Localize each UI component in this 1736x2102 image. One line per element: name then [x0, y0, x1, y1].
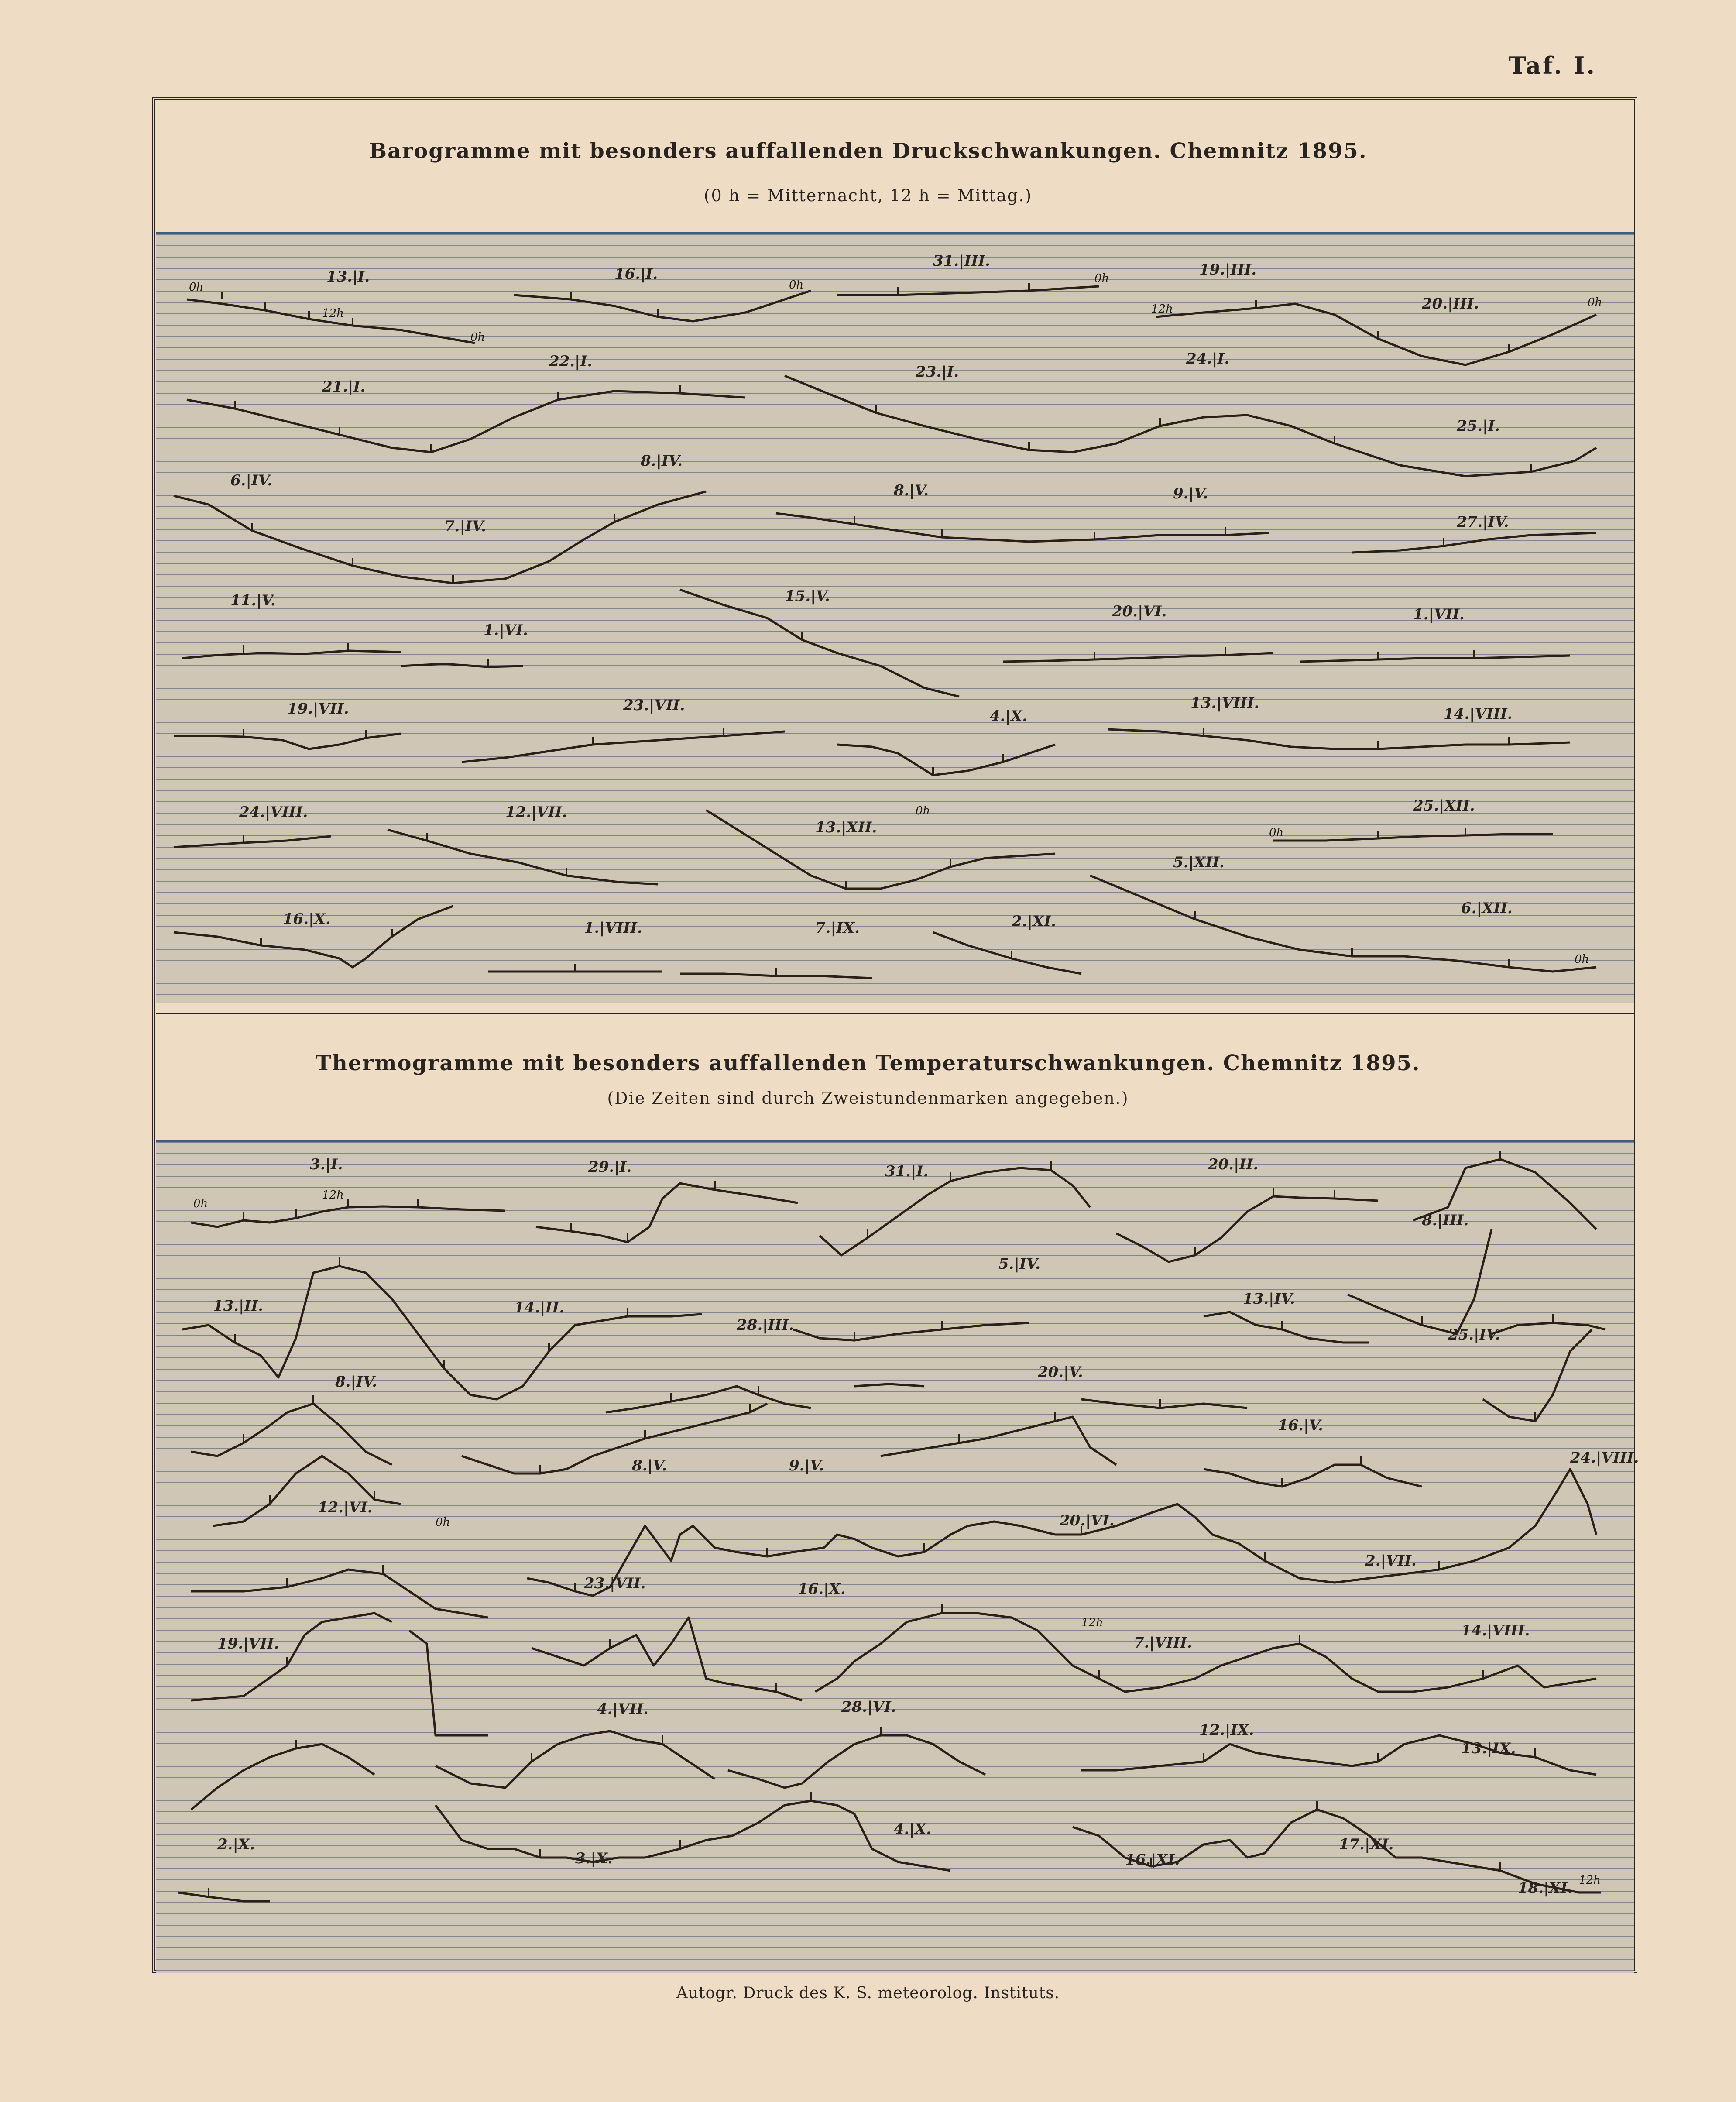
barogram-date-label: 25.|XII. [1413, 797, 1475, 814]
barogram-date-label: 27.|IV. [1457, 513, 1509, 531]
thermogram-date-label: 13.|IX. [1461, 1740, 1516, 1757]
thermogram-date-label: 8.|III. [1422, 1212, 1469, 1229]
thermogram-date-label: 29.|I. [588, 1158, 632, 1176]
barogram-date-label: 1.|VI. [484, 622, 528, 639]
thermogram-date-label: 28.|III. [737, 1316, 794, 1334]
barogram-date-label: 5.|XII. [1173, 854, 1225, 871]
barogram-date-label: 9.|V. [1173, 485, 1208, 502]
hour-mark: 0h [1094, 272, 1109, 285]
barogram-date-label: 12.|VII. [505, 804, 567, 821]
barogram-date-label: 11.|V. [230, 592, 276, 609]
barogram-date-label: 6.|XII. [1461, 900, 1513, 917]
thermogram-date-label: 12.|VI. [318, 1499, 373, 1516]
thermogram-date-label: 16.|XI. [1125, 1851, 1180, 1868]
thermogram-date-label: 2.|VII. [1365, 1552, 1417, 1570]
thermogram-date-label: 3.|X. [575, 1850, 613, 1867]
barogram-date-label: 1.|VIII. [584, 919, 642, 937]
plate-label: Taf. I. [1509, 52, 1596, 79]
thermogram-date-label: 12.|IX. [1199, 1721, 1254, 1739]
hour-mark: 0h [470, 331, 485, 344]
barogram-trace [187, 286, 1596, 365]
barogram-date-label: 7.|IX. [815, 919, 860, 937]
barogram-ticks [222, 283, 1531, 976]
thermogram-date-label: 19.|VII. [217, 1635, 279, 1652]
barogram-date-label: 22.|I. [549, 353, 593, 370]
barogram-trace [174, 876, 1596, 978]
barogram-trace [187, 376, 1596, 476]
barogram-date-label: 21.|I. [322, 378, 366, 395]
thermogram-date-label: 4.|VII. [597, 1700, 648, 1718]
barogram-date-label: 8.|V. [894, 482, 929, 499]
thermogram-date-label: 28.|VI. [841, 1698, 896, 1716]
thermogram-date-label: 16.|X. [798, 1580, 846, 1598]
thermogram-date-label: 2.|X. [217, 1836, 255, 1853]
hour-mark: 0h [1575, 953, 1589, 966]
barogram-date-label: 4.|X. [990, 708, 1028, 725]
barogram-trace [174, 729, 1570, 775]
barogram-date-label: 23.|VII. [623, 697, 685, 714]
thermogram-trace [191, 1329, 1592, 1465]
barogram-date-label: 14.|VIII. [1444, 705, 1513, 723]
hour-mark: 12h [1151, 302, 1173, 316]
barogram-date-label: 23.|I. [916, 363, 959, 381]
thermogram-date-label: 18.|XI. [1518, 1879, 1573, 1897]
barogram-date-label: 25.|I. [1457, 417, 1500, 435]
thermogram-trace [182, 1229, 1605, 1399]
thermogram-trace [191, 1613, 1596, 1735]
thermogram-date-label: 4.|X. [894, 1820, 932, 1838]
barogram-date-label: 31.|III. [933, 252, 991, 270]
hour-mark: 0h [189, 281, 204, 294]
hour-mark: 0h [789, 278, 804, 292]
barogram-subtitle: (0 h = Mitternacht, 12 h = Mittag.) [703, 186, 1033, 205]
thermogram-date-label: 13.|IV. [1243, 1290, 1295, 1308]
thermogram-trace [191, 1469, 1596, 1618]
barogram-trace [182, 590, 1570, 697]
thermogram-date-label: 24.|VIII. [1570, 1449, 1639, 1467]
barogram-date-label: 16.|X. [283, 910, 331, 928]
thermogram-date-label: 23.|VII. [584, 1575, 646, 1592]
barogram-date-label: 13.|XII. [815, 819, 877, 836]
thermogram-date-label: 3.|I. [310, 1156, 343, 1173]
thermogram-date-label: 20.|II. [1208, 1156, 1259, 1173]
barogram-date-label: 20.|VI. [1112, 603, 1167, 620]
thermogram-date-label: 8.|V. [632, 1457, 667, 1474]
thermogram-date-label: 14.|II. [514, 1299, 565, 1316]
thermogram-date-label: 20.|VI. [1060, 1512, 1115, 1529]
barogram-date-label: 24.|VIII. [239, 804, 308, 821]
thermogram-date-label: 8.|IV. [335, 1373, 377, 1391]
thermogram-date-label: 17.|XI. [1339, 1836, 1394, 1853]
thermogram-ticks [209, 1151, 1553, 1897]
barogram-date-label: 15.|V. [785, 587, 830, 605]
thermogram-date-label: 25.|IV. [1448, 1326, 1500, 1343]
barogram-date-label: 13.|I. [326, 268, 370, 285]
hour-mark: 12h [322, 307, 344, 320]
thermogram-date-label: 14.|VIII. [1461, 1622, 1530, 1639]
hour-mark: 0h [436, 1516, 450, 1529]
hour-mark: 12h [1081, 1616, 1103, 1629]
barogram-panel [156, 232, 1634, 1003]
thermogram-subtitle: (Die Zeiten sind durch Zweistundenmarken angegeben.) [607, 1089, 1129, 1108]
hour-mark: 0h [1588, 296, 1602, 309]
thermogram-date-label: 20.|V. [1038, 1364, 1083, 1381]
hour-mark: 0h [193, 1197, 208, 1210]
section-divider [156, 1013, 1634, 1014]
thermogram-date-label: 7.|VIII. [1134, 1634, 1192, 1652]
barogram-date-label: 24.|I. [1186, 350, 1230, 368]
thermogram-date-label: 9.|V. [789, 1457, 824, 1474]
barogram-date-label: 7.|IV. [444, 518, 487, 535]
footer-imprint: Autogr. Druck des K. S. meteorolog. Instituts. [676, 1984, 1060, 2002]
barogram-title: Barogramme mit besonders auffallenden Druckschwankungen. Chemnitz 1895. [369, 139, 1367, 163]
hour-mark: 0h [916, 804, 930, 817]
barogram-date-label: 19.|III. [1199, 261, 1257, 278]
barogram-date-label: 19.|VII. [287, 700, 349, 718]
thermogram-date-label: 16.|V. [1278, 1417, 1323, 1434]
barogram-date-label: 2.|XI. [1012, 913, 1056, 930]
thermogram-panel [156, 1140, 1639, 1973]
thermogram-date-label: 31.|I. [885, 1163, 929, 1180]
hour-mark: 12h [1579, 1874, 1601, 1887]
barogram-date-label: 8.|IV. [641, 452, 683, 470]
thermogram-date-label: 13.|II. [213, 1297, 264, 1315]
barogram-date-label: 20.|III. [1422, 295, 1479, 313]
barogram-date-label: 1.|VII. [1413, 606, 1465, 623]
hour-mark: 0h [1269, 826, 1284, 839]
thermogram-title: Thermogramme mit besonders auffallenden Temperaturschwankungen. Chemnitz 1895. [316, 1051, 1420, 1075]
barogram-date-label: 13.|VIII. [1190, 694, 1259, 712]
barogram-trace [174, 491, 1596, 583]
barogram-date-label: 16.|I. [614, 265, 658, 283]
barogram-traces [156, 234, 1634, 1003]
hour-mark: 12h [322, 1188, 344, 1202]
thermogram-date-label: 5.|IV. [998, 1255, 1041, 1273]
thermogram-trace [191, 1731, 1596, 1810]
barogram-date-label: 6.|IV. [230, 472, 273, 489]
